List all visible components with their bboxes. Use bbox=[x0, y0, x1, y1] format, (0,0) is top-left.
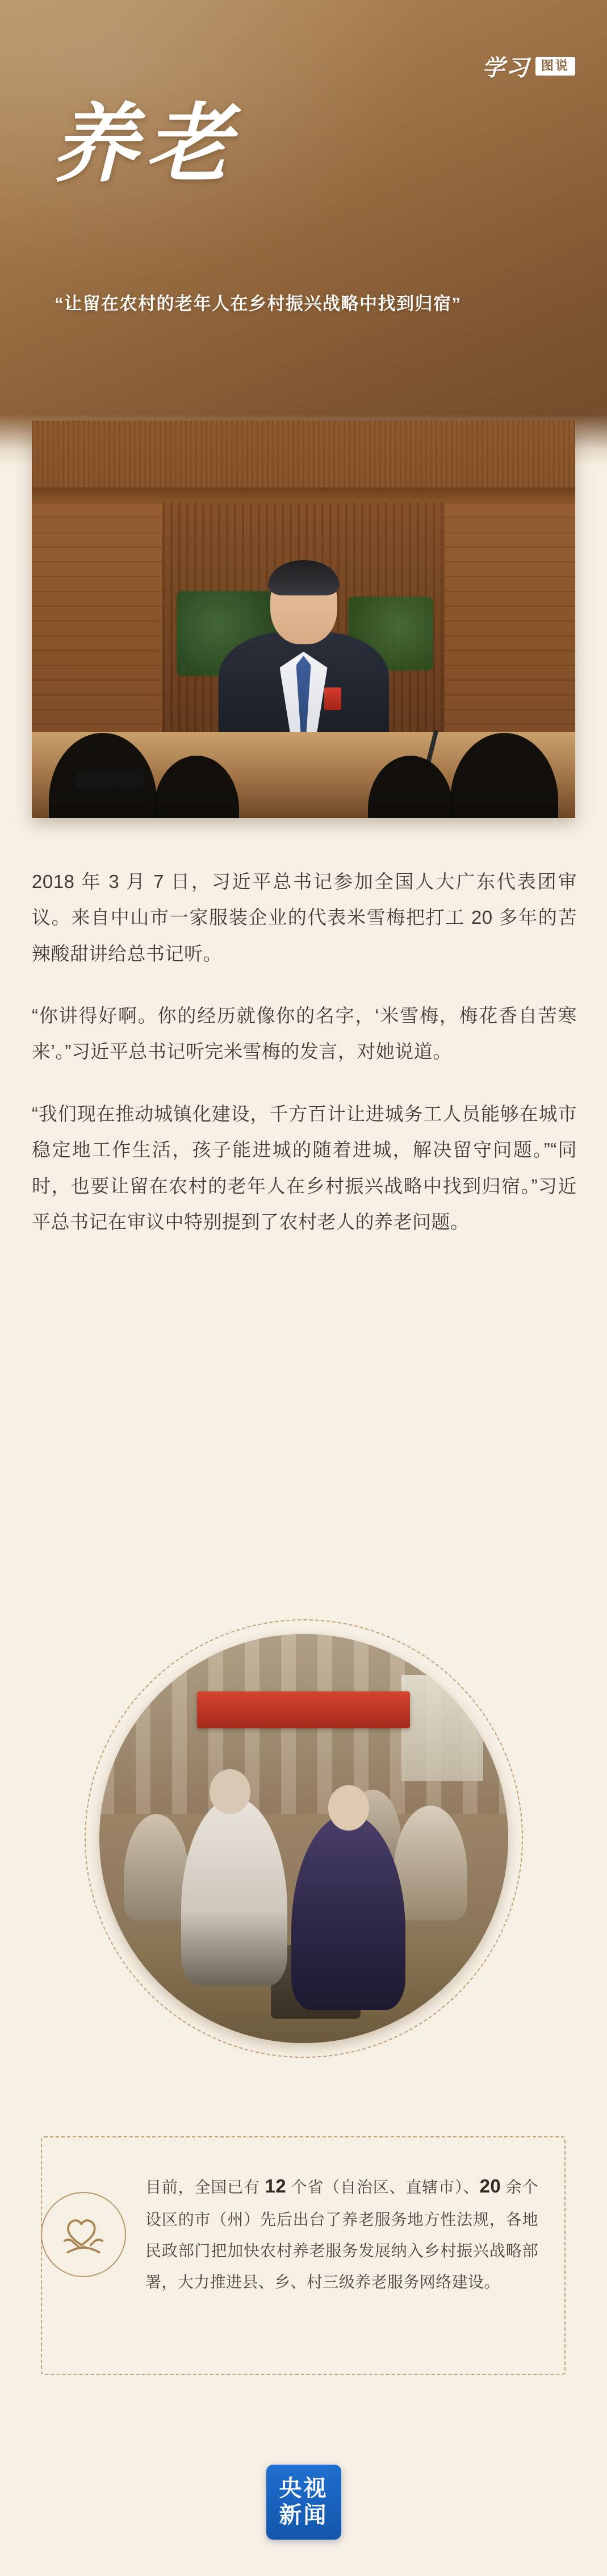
hero-photo-panel-right bbox=[445, 502, 575, 733]
logo-line-1: 央视 bbox=[279, 2475, 328, 2501]
hero-photo-panel-left bbox=[32, 502, 162, 733]
cctv-news-logo bbox=[266, 2465, 341, 2540]
speaker-hair bbox=[268, 560, 340, 595]
brand-mark bbox=[482, 50, 575, 82]
caring-hands-icon bbox=[41, 2192, 126, 2277]
delegate-badge-icon bbox=[324, 687, 341, 710]
note-seg: 余个设区的市（州）先后出台了养老服务地方性法规，各地民政部门把加快农村养老服务发展纳入乡村振兴战略部署，大力推进县、乡、村三级养老服务网络建设。 bbox=[145, 2178, 539, 2291]
fact-note-text bbox=[145, 2168, 538, 2298]
hero-photo-carved-frieze bbox=[32, 420, 575, 489]
circle-photo-red-banner bbox=[197, 1691, 409, 1728]
circle-photo bbox=[85, 1619, 523, 2058]
hero-photo bbox=[32, 420, 575, 818]
header-banner bbox=[0, 0, 607, 466]
article-body bbox=[32, 864, 577, 1240]
hero-photo-frieze-shadow bbox=[32, 487, 575, 502]
logo-line-2: 新闻 bbox=[279, 2503, 328, 2528]
article-paragraph: “你讲得好啊。你的经历就像你的名字，‘米雪梅，梅花香自苦寒来’。”习近平总书记听完米雪梅的发言，对她说道。 bbox=[32, 1005, 577, 1062]
note-highlight-12: 12 bbox=[265, 2175, 286, 2196]
article-paragraph: 2018 年 3 月 7 日，习近平总书记参加全国人大广东代表团审议。来自中山市一家服装企业的代表米雪梅把打工 20 多年的苦辣酸甜讲给总书记听。 bbox=[32, 871, 577, 964]
note-seg: 目前，全国已有 bbox=[145, 2178, 265, 2196]
hero-photo-speaker bbox=[219, 564, 389, 751]
page-title: 养老 bbox=[52, 98, 239, 192]
brand-script-text: 学习 bbox=[482, 55, 530, 81]
note-highlight-20: 20 bbox=[479, 2175, 501, 2196]
circle-photo-elder-right-head bbox=[328, 1785, 369, 1830]
fact-note-box bbox=[41, 2136, 566, 2375]
brand-box-text: 图说 bbox=[535, 57, 575, 76]
header-subtitle: “让留在农村的老年人在乡村振兴战略中找到归宿” bbox=[55, 294, 462, 314]
circle-photo-image bbox=[99, 1634, 508, 2043]
circle-photo-window bbox=[401, 1675, 483, 1781]
note-seg: 个省（自治区、直辖市）、 bbox=[286, 2178, 480, 2196]
circle-photo-elder-left-head bbox=[210, 1769, 250, 1814]
footer bbox=[0, 2465, 607, 2540]
article-paragraph: “我们现在推动城镇化建设，千方百计让进城务工人员能够在城市稳定地工作生活，孩子能进城的随着进城，解决留守问题。”“同时，也要让留在农村的老年人在乡村振兴战略中找到归宿。”习近平总书记在审议中特别提到了农村老人的养老问题。 bbox=[32, 1103, 577, 1232]
